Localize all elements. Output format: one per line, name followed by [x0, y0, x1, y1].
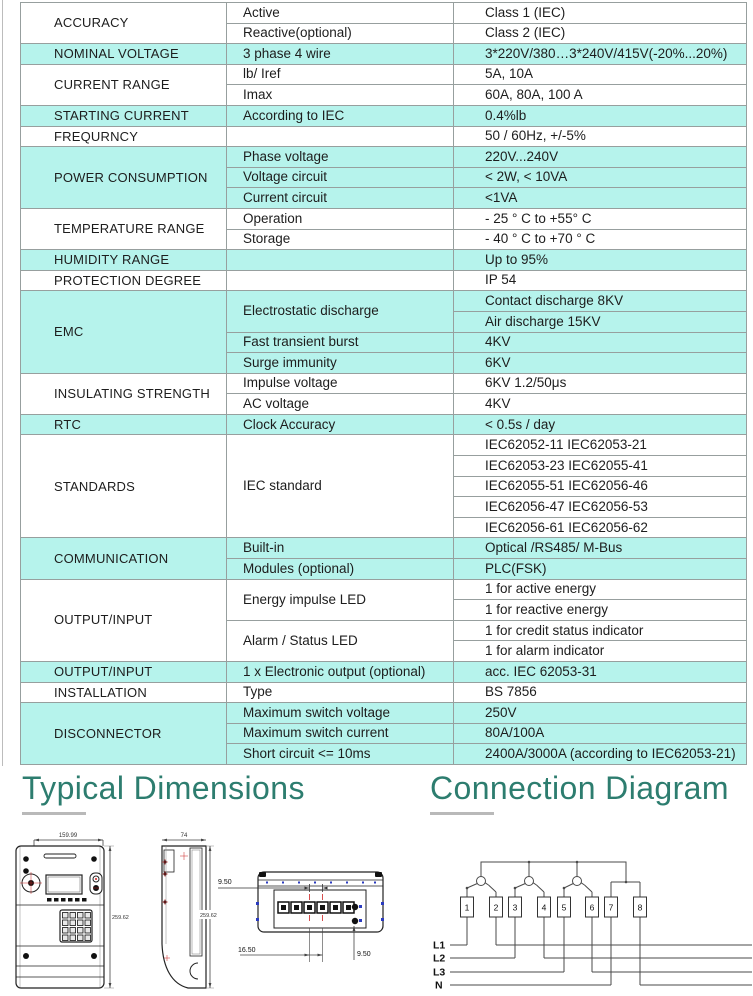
spec-category-cell: CURRENT RANGE — [21, 64, 227, 105]
spec-category-cell: NOMINAL VOLTAGE — [21, 44, 227, 65]
spec-parameter-cell: Built-in — [227, 538, 454, 559]
spec-row — [21, 414, 747, 435]
spec-category-cell: STANDARDS — [21, 435, 227, 538]
spec-value-cell: IEC62055-51 IEC62056-46 — [454, 476, 747, 497]
spec-value-cell: IEC62052-11 IEC62053-21 — [454, 435, 747, 456]
spec-value-cell: Contact discharge 8KV — [454, 291, 747, 312]
spec-category-cell: INSULATING STRENGTH — [21, 373, 227, 414]
spec-row — [21, 208, 747, 229]
keypad — [60, 910, 92, 942]
page-edge-line — [2, 0, 3, 766]
button-pod — [90, 873, 102, 894]
terminal-number: 8 — [637, 902, 643, 913]
spec-value-cell: 50 / 60Hz, +/-5% — [454, 126, 747, 147]
spec-row — [21, 373, 747, 394]
spec-value-cell: 5A, 10A — [454, 64, 747, 85]
spec-value-cell: 6KV 1.2/50μs — [454, 373, 747, 394]
dimension-label: 16.50 — [238, 947, 256, 954]
line-label: L2 — [433, 952, 446, 965]
spec-value-cell: Class 1 (IEC) — [454, 3, 747, 24]
spec-category-cell: TEMPERATURE RANGE — [21, 208, 227, 249]
spec-value-cell: Up to 95% — [454, 250, 747, 271]
spec-value-cell: BS 7856 — [454, 682, 747, 703]
spec-category-cell: STARTING CURRENT — [21, 105, 227, 126]
spec-parameter-cell: Modules (optional) — [227, 559, 454, 580]
spec-row — [21, 703, 747, 724]
spec-value-cell: IP 54 — [454, 270, 747, 291]
terminal-number: 3 — [512, 902, 518, 913]
spec-row — [21, 126, 747, 147]
spec-value-cell: - 40 ° C to +70 ° C — [454, 229, 747, 250]
spec-parameter-cell: Type — [227, 682, 454, 703]
spec-value-cell: IEC62056-61 IEC62056-62 — [454, 517, 747, 538]
spec-parameter-cell: Storage — [227, 229, 454, 250]
connection-diagram-drawing — [430, 830, 753, 996]
screw — [23, 868, 29, 874]
spec-value-cell: 60A, 80A, 100 A — [454, 85, 747, 106]
junction-dots — [466, 861, 628, 890]
terminal-number: 2 — [493, 902, 499, 913]
title-underline — [22, 812, 86, 815]
line-label: N — [435, 979, 443, 992]
spec-value-cell: 0.4%lb — [454, 105, 747, 126]
spec-parameter-cell: Active — [227, 3, 454, 24]
terminal-number: 5 — [561, 902, 567, 913]
spec-parameter-cell: Electrostatic discharge — [227, 291, 454, 332]
line-label: L1 — [433, 939, 446, 952]
bottom-terminal-drawing — [210, 846, 425, 996]
spec-value-cell: < 2W, < 10VA — [454, 167, 747, 188]
terminal-number: 4 — [541, 902, 547, 913]
line-label: L3 — [433, 966, 446, 979]
spec-row — [21, 435, 747, 456]
spec-value-cell: IEC62053-23 IEC62055-41 — [454, 456, 747, 477]
spec-row — [21, 662, 747, 683]
front-view-drawing — [4, 826, 140, 996]
spec-value-cell: 4KV — [454, 332, 747, 353]
spec-value-cell: 220V...240V — [454, 147, 747, 168]
spec-value-cell: 6KV — [454, 353, 747, 374]
spec-parameter-cell: Fast transient burst — [227, 332, 454, 353]
title-underline — [430, 812, 494, 815]
spec-category-cell: DISCONNECTOR — [21, 703, 227, 765]
spec-category-cell: INSTALLATION — [21, 682, 227, 703]
spec-parameter-cell: lb/ Iref — [227, 64, 454, 85]
section-title-connection-diagram: Connection Diagram — [430, 770, 729, 806]
spec-parameter-cell: 3 phase 4 wire — [227, 44, 454, 65]
spec-parameter-cell: Energy impulse LED — [227, 579, 454, 620]
spec-row — [21, 147, 747, 168]
spec-parameter-cell: Surge immunity — [227, 353, 454, 374]
spec-parameter-cell: Current circuit — [227, 188, 454, 209]
spec-parameter-cell: Voltage circuit — [227, 167, 454, 188]
screw — [91, 953, 97, 959]
spec-parameter-cell: Maximum switch current — [227, 723, 454, 744]
wiring — [450, 862, 752, 985]
terminal-boxes — [461, 897, 647, 917]
spec-value-cell: Class 2 (IEC) — [454, 23, 747, 44]
spec-category-cell: RTC — [21, 414, 227, 435]
spec-parameter-cell — [227, 250, 454, 271]
spec-value-cell: 80A/100A — [454, 723, 747, 744]
spec-value-cell: 4KV — [454, 394, 747, 415]
spec-row — [21, 538, 747, 559]
terminal-number: 6 — [589, 902, 595, 913]
spec-row — [21, 579, 747, 600]
spec-parameter-cell — [227, 270, 454, 291]
spec-row — [21, 291, 747, 312]
dimension-label: 159.99 — [58, 833, 78, 839]
spec-value-cell: Optical /RS485/ M-Bus — [454, 538, 747, 559]
dimension-label: 9.50 — [357, 951, 371, 958]
terminal-number: 1 — [464, 902, 470, 913]
screw — [23, 856, 29, 862]
spec-row — [21, 64, 747, 85]
spec-category-cell: FREQURNCY — [21, 126, 227, 147]
line-labels — [433, 940, 445, 992]
spec-row — [21, 270, 747, 291]
dimension-label: 259.62 — [112, 915, 129, 921]
spec-value-cell: 1 for reactive energy — [454, 600, 747, 621]
spec-parameter-cell: Impulse voltage — [227, 373, 454, 394]
section-title-typical-dimensions: Typical Dimensions — [22, 770, 305, 806]
spec-category-cell: POWER CONSUMPTION — [21, 147, 227, 209]
spec-value-cell: Air discharge 15KV — [454, 311, 747, 332]
aux-terminal — [352, 904, 358, 910]
spec-parameter-cell: AC voltage — [227, 394, 454, 415]
spec-parameter-cell: Imax — [227, 85, 454, 106]
spec-value-cell: - 25 ° C to +55° C — [454, 208, 747, 229]
spec-value-cell: acc. IEC 62053-31 — [454, 662, 747, 683]
spec-category-cell: EMC — [21, 291, 227, 373]
spec-value-cell: PLC(FSK) — [454, 559, 747, 580]
pitch-dimension — [240, 928, 323, 962]
spec-row — [21, 44, 747, 65]
spec-row — [21, 3, 747, 24]
lcd-display — [46, 875, 82, 894]
front-width-dimension — [34, 839, 103, 846]
spec-category-cell: OUTPUT/INPUT — [21, 662, 227, 683]
spec-parameter-cell: According to IEC — [227, 105, 454, 126]
spec-parameter-cell: Reactive(optional) — [227, 23, 454, 44]
spec-parameter-cell: Clock Accuracy — [227, 414, 454, 435]
spec-value-cell: 2400A/3000A (according to IEC62053-21) — [454, 744, 747, 765]
spec-category-cell: COMMUNICATION — [21, 538, 227, 579]
spec-value-cell: 1 for credit status indicator — [454, 620, 747, 641]
spec-row — [21, 682, 747, 703]
dimension-label: 259.62 — [200, 913, 217, 919]
spec-parameter-cell: Short circuit <= 10ms — [227, 744, 454, 765]
spec-category-cell: ACCURACY — [21, 3, 227, 44]
spec-table — [20, 2, 747, 765]
spec-value-cell: 250V — [454, 703, 747, 724]
dimension-label: 74 — [180, 833, 188, 839]
spec-value-cell: IEC62056-47 IEC62056-53 — [454, 497, 747, 518]
spec-parameter-cell: 1 x Electronic output (optional) — [227, 662, 454, 683]
spec-parameter-cell: Operation — [227, 208, 454, 229]
side-depth-dimension — [162, 839, 206, 842]
spec-category-cell: PROTECTION DEGREE — [21, 270, 227, 291]
spec-value-cell: 1 for active energy — [454, 579, 747, 600]
screw — [91, 856, 97, 862]
spec-parameter-cell: IEC standard — [227, 435, 454, 538]
spec-category-cell: OUTPUT/INPUT — [21, 579, 227, 661]
spec-parameter-cell: Phase voltage — [227, 147, 454, 168]
dimension-label: 9.50 — [218, 879, 232, 886]
aux-terminal — [352, 918, 358, 924]
terminal-number: 7 — [608, 902, 614, 913]
spec-value-cell: < 0.5s / day — [454, 414, 747, 435]
spec-parameter-cell — [227, 126, 454, 147]
spec-value-cell: 3*220V/380…3*240V/415V(-20%...20%) — [454, 44, 747, 65]
spec-parameter-cell: Alarm / Status LED — [227, 620, 454, 661]
spec-parameter-cell: Maximum switch voltage — [227, 703, 454, 724]
spec-value-cell: 1 for alarm indicator — [454, 641, 747, 662]
spec-row — [21, 105, 747, 126]
spec-row — [21, 250, 747, 271]
spec-category-cell: HUMIDITY RANGE — [21, 250, 227, 271]
spec-value-cell: <1VA — [454, 188, 747, 209]
spec-table-body — [21, 3, 747, 765]
screw — [23, 953, 29, 959]
